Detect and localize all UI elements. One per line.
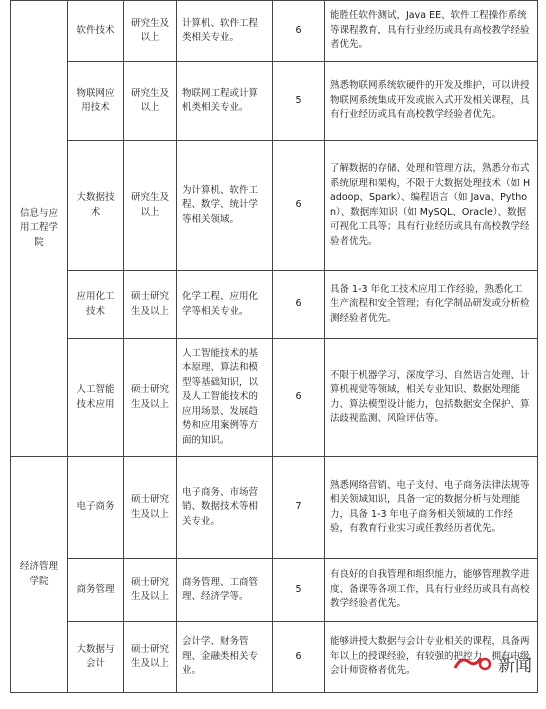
requirement-cell: 会计学、财务管理、金融类相关专业。 xyxy=(177,622,273,693)
experience-cell: 能胜任软件测试，Java EE、软件工程操作系统等课程教育，具有行业经历或具有高校教学经验者优先。 xyxy=(325,1,538,62)
headcount-cell: 6 xyxy=(273,1,325,62)
experience-cell: 熟悉物联网系统软硬件的开发及维护，可以讲授物联网系统集成开发或嵌入式开发相关课程，具有行业经历或具有高校教学经验者优先。 xyxy=(325,62,538,141)
requirement-cell: 商务管理、工商管理、经济学等。 xyxy=(177,559,273,622)
major-cell: 大数据技术 xyxy=(68,141,124,271)
major-cell: 大数据与会计 xyxy=(68,622,124,693)
headcount-cell: 7 xyxy=(273,457,325,559)
college-cell: 经济管理学院 xyxy=(11,457,68,693)
major-cell: 软件技术 xyxy=(68,1,124,62)
table-row xyxy=(11,559,538,622)
education-cell: 硕士研究生及以上 xyxy=(124,559,177,622)
table-row xyxy=(11,1,538,62)
education-cell: 研究生及以上 xyxy=(124,62,177,141)
requirement-cell: 物联网工程或计算机类相关专业。 xyxy=(177,62,273,141)
education-cell: 硕士研究生及以上 xyxy=(124,271,177,339)
recruitment-table xyxy=(10,0,538,693)
college-cell: 信息与应用工程学院 xyxy=(11,1,68,457)
experience-cell: 能够讲授大数据与会计专业相关的课程，具备两年以上的授课经验，有较强的把控力，拥有中级会计师资格者优先。 xyxy=(325,622,538,693)
education-cell: 硕士研究生及以上 xyxy=(124,457,177,559)
major-cell: 应用化工技术 xyxy=(68,271,124,339)
experience-cell: 不限于机器学习、深度学习、自然语言处理、计算机视觉等领域，相关专业知识、数据处理能力、算法模型设计能力，包括数据安全保护、算法歧视监测、风险评估等。 xyxy=(325,339,538,457)
requirement-cell: 计算机、软件工程类相关专业。 xyxy=(177,1,273,62)
major-cell: 人工智能技术应用 xyxy=(68,339,124,457)
requirement-cell: 化学工程、应用化学等相关专业。 xyxy=(177,271,273,339)
table-row xyxy=(11,271,538,339)
major-cell: 物联网应用技术 xyxy=(68,62,124,141)
education-cell: 研究生及以上 xyxy=(124,141,177,271)
experience-cell: 有良好的自我管理和组织能力，能够管理教学进度、备课等各项工作，具有行业经历或具有高校教学经验者优先。 xyxy=(325,559,538,622)
headcount-cell: 6 xyxy=(273,622,325,693)
table-row xyxy=(11,339,538,457)
headcount-cell: 5 xyxy=(273,559,325,622)
major-cell: 电子商务 xyxy=(68,457,124,559)
table-row xyxy=(11,141,538,271)
major-cell: 商务管理 xyxy=(68,559,124,622)
headcount-cell: 6 xyxy=(273,271,325,339)
table-row xyxy=(11,62,538,141)
requirement-cell: 人工智能技术的基本原理、算法和模型等基础知识，以及人工智能技术的应用场景、发展趋势和应用案例等方面的知识。 xyxy=(177,339,273,457)
education-cell: 研究生及以上 xyxy=(124,1,177,62)
table-row xyxy=(11,457,538,559)
education-cell: 硕士研究生及以上 xyxy=(124,339,177,457)
experience-cell: 具备 1-3 年化工技术应用工作经验，熟悉化工生产流程和安全管理；有化学制品研发或分析检测经验者优先。 xyxy=(325,271,538,339)
headcount-cell: 6 xyxy=(273,141,325,271)
requirement-cell: 电子商务、市场营销、数据技术等相关专业。 xyxy=(177,457,273,559)
watermark-text: 新闻 xyxy=(498,655,532,676)
headcount-cell: 5 xyxy=(273,62,325,141)
news-logo-icon xyxy=(451,652,495,674)
news-watermark xyxy=(451,650,532,676)
experience-cell: 了解数据的存储、处理和管理方法，熟悉分布式系统原理和架构，不限于大数据处理技术（如 Hadoop、Spark）、编程语言（如 Java、Python）、数据库知识（如 MySQL、Oracle）、数据可视化工具等；具有行业经历或具有高校教学经验者优先。 xyxy=(325,141,538,271)
requirement-cell: 为计算机、软件工程、数学、统计学等相关领域。 xyxy=(177,141,273,271)
education-cell: 硕士研究生及以上 xyxy=(124,622,177,693)
experience-cell: 熟悉网络营销、电子支付、电子商务法律法规等相关领域知识，具备一定的数据分析与处理能力，具备 1-3 年电子商务相关领域的工作经验，有教育行业实习或任教经历者优先。 xyxy=(325,457,538,559)
headcount-cell: 6 xyxy=(273,339,325,457)
